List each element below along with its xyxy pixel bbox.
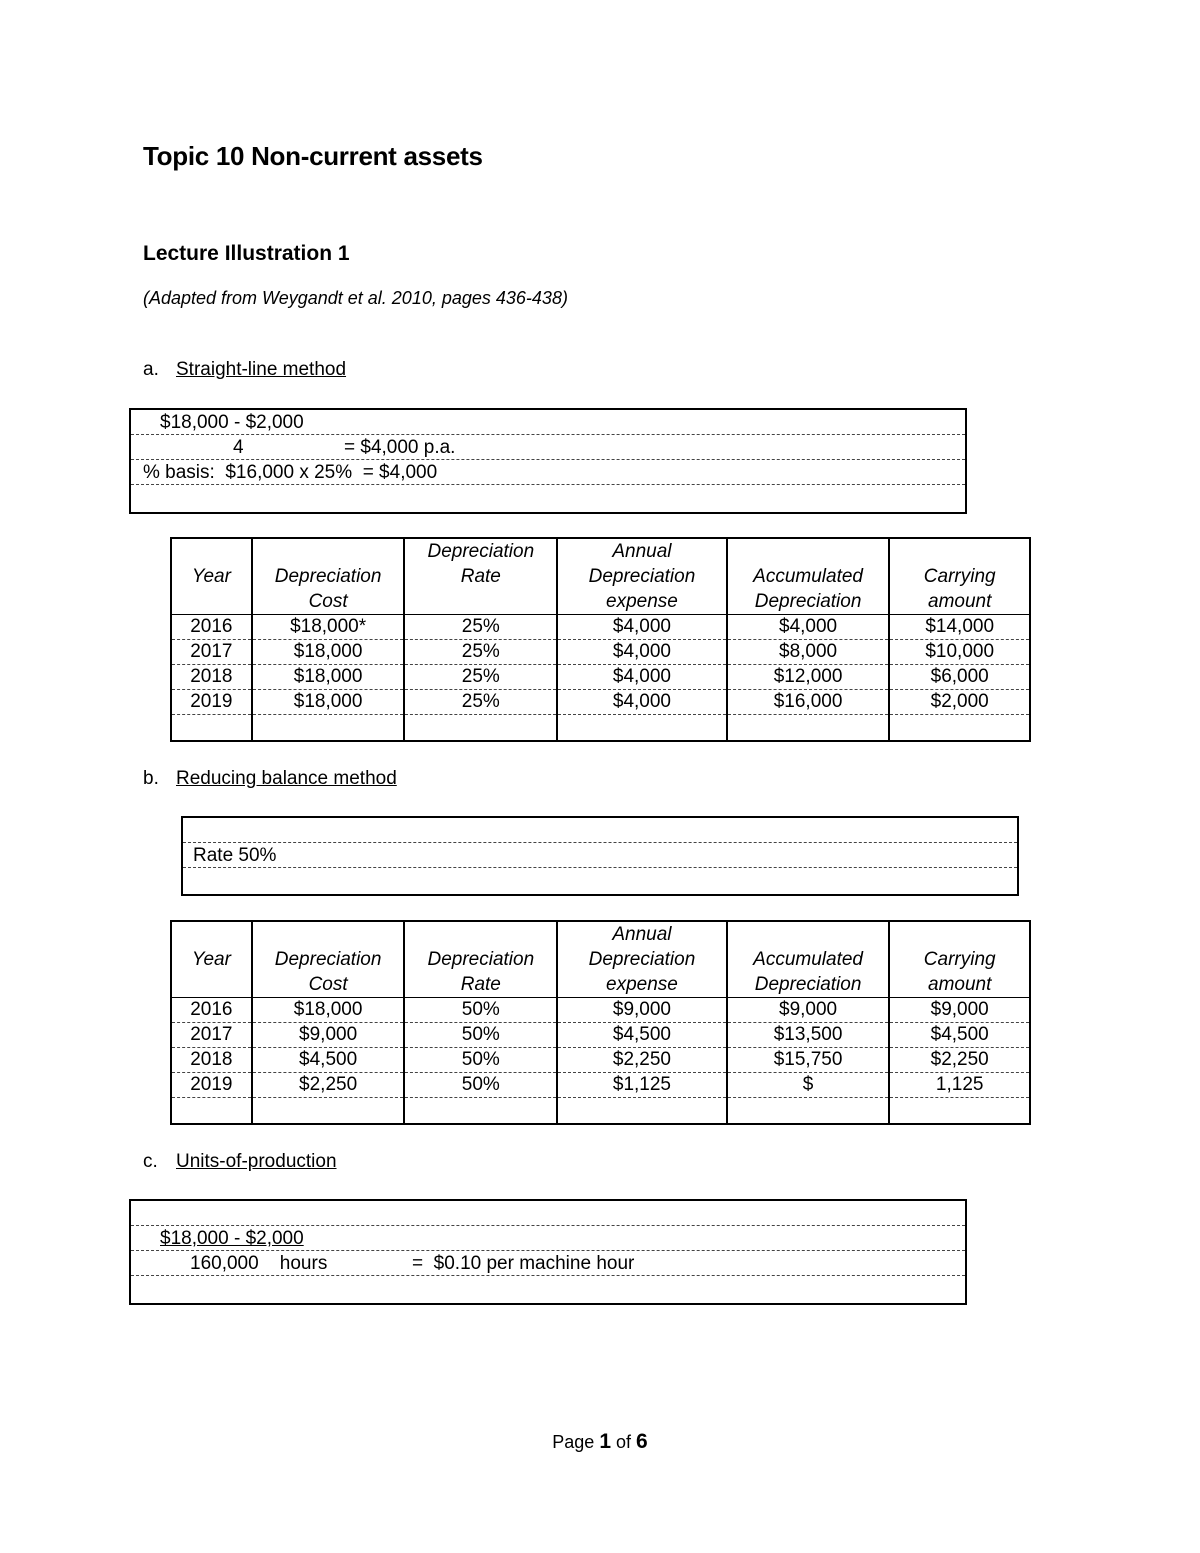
cell-annual-expense: $2,250: [557, 1048, 727, 1073]
empty-cell: [727, 715, 890, 741]
cell-carrying-amount: $2,250: [889, 1048, 1030, 1073]
cell-accumulated-depreciation: $16,000: [727, 690, 890, 715]
cell-carrying-amount: $2,000: [889, 690, 1030, 715]
header-depreciation-cost: Depreciation Cost: [252, 538, 405, 615]
table-header-row: [171, 538, 1030, 615]
header-depreciation-rate: Depreciation Rate: [404, 538, 557, 615]
formula-numerator: $18,000 - $2,000: [160, 412, 304, 433]
formula-line: [131, 1201, 965, 1226]
header-depreciation-rate: Depreciation Rate: [404, 921, 557, 998]
cell-accumulated-depreciation: $4,000: [727, 615, 890, 640]
formula-line: [183, 868, 1017, 893]
cell-carrying-amount: $6,000: [889, 665, 1030, 690]
cell-year: 2019: [171, 690, 252, 715]
page-word: Page: [552, 1432, 595, 1452]
empty-cell: [889, 715, 1030, 741]
empty-cell: [557, 1098, 727, 1124]
straight-line-formula-box: [129, 408, 967, 514]
cell-annual-expense: $4,000: [557, 615, 727, 640]
section-label: Units-of-production: [176, 1151, 337, 1172]
formula-line: [131, 460, 965, 485]
table-row: [171, 665, 1030, 690]
cell-accumulated-depreciation: $13,500: [727, 1023, 890, 1048]
section-heading-a: [143, 359, 346, 381]
reducing-balance-table: [170, 920, 1031, 1125]
cell-year: 2019: [171, 1073, 252, 1098]
header-annual-depreciation: Annual Depreciation expense: [557, 538, 727, 615]
section-marker: a.: [143, 359, 159, 380]
header-accumulated-depreciation: Accumulated Depreciation: [727, 921, 890, 998]
section-label: Straight-line method: [176, 359, 347, 380]
of-word: of: [616, 1432, 632, 1452]
cell-depreciation-cost: $18,000: [252, 665, 405, 690]
page-total: 6: [636, 1430, 648, 1453]
page-footer: [0, 1430, 1200, 1454]
table-row: [171, 1023, 1030, 1048]
cell-accumulated-depreciation: $15,750: [727, 1048, 890, 1073]
cell-depreciation-rate: 25%: [404, 665, 557, 690]
formula-numerator: $18,000 - $2,000: [160, 1228, 304, 1249]
formula-line: [183, 843, 1017, 868]
section-heading-c: [143, 1151, 337, 1173]
table-row: [171, 1073, 1030, 1098]
header-carrying-amount: Carrying amount: [889, 921, 1030, 998]
empty-cell: [889, 1098, 1030, 1124]
formula-line: [131, 1251, 965, 1276]
cell-depreciation-cost: $18,000: [252, 640, 405, 665]
source-citation: (Adapted from Weygandt et al. 2010, pages 436-438): [143, 288, 568, 308]
cell-year: 2016: [171, 615, 252, 640]
empty-cell: [171, 715, 252, 741]
table-blank-row: [171, 715, 1030, 741]
cell-depreciation-rate: 50%: [404, 1073, 557, 1098]
formula-result: = $0.10 per machine hour: [412, 1253, 635, 1274]
table-row: [171, 615, 1030, 640]
cell-depreciation-cost: $4,500: [252, 1048, 405, 1073]
formula-rate: Rate 50%: [193, 845, 277, 866]
cell-depreciation-cost: $18,000*: [252, 615, 405, 640]
header-year: Year: [171, 538, 252, 615]
formula-line: [131, 1276, 965, 1301]
lecture-subtitle: Lecture Illustration 1: [143, 242, 350, 265]
formula-line: [131, 435, 965, 460]
header-accumulated-depreciation: Accumulated Depreciation: [727, 538, 890, 615]
table-blank-row: [171, 1098, 1030, 1124]
cell-year: 2017: [171, 1023, 252, 1048]
cell-depreciation-rate: 50%: [404, 1023, 557, 1048]
formula-line: [131, 1226, 965, 1251]
cell-accumulated-depreciation: $12,000: [727, 665, 890, 690]
section-heading-b: [143, 768, 397, 790]
section-marker: c.: [143, 1151, 158, 1172]
header-annual-depreciation: Annual Depreciation expense: [557, 921, 727, 998]
cell-annual-expense: $4,500: [557, 1023, 727, 1048]
cell-year: 2018: [171, 1048, 252, 1073]
cell-carrying-amount: $9,000: [889, 998, 1030, 1023]
straight-line-table: [170, 537, 1031, 742]
cell-accumulated-depreciation: $: [727, 1073, 890, 1098]
section-label: Reducing balance method: [176, 768, 397, 789]
section-marker: b.: [143, 768, 159, 789]
empty-cell: [404, 715, 557, 741]
cell-carrying-amount: $14,000: [889, 615, 1030, 640]
empty-cell: [557, 715, 727, 741]
cell-depreciation-cost: $18,000: [252, 998, 405, 1023]
header-carrying-amount: Carrying amount: [889, 538, 1030, 615]
empty-cell: [252, 715, 405, 741]
cell-carrying-amount: $10,000: [889, 640, 1030, 665]
table-header-row: [171, 921, 1030, 998]
reducing-formula-box: [181, 816, 1019, 896]
cell-accumulated-depreciation: $9,000: [727, 998, 890, 1023]
cell-depreciation-cost: $18,000: [252, 690, 405, 715]
formula-denominator: 4: [233, 437, 244, 458]
cell-annual-expense: $1,125: [557, 1073, 727, 1098]
formula-line: [131, 410, 965, 435]
cell-annual-expense: $4,000: [557, 665, 727, 690]
header-depreciation-cost: Depreciation Cost: [252, 921, 405, 998]
formula-line: [131, 485, 965, 510]
table-row: [171, 640, 1030, 665]
cell-annual-expense: $4,000: [557, 690, 727, 715]
formula-result: = $4,000 p.a.: [344, 437, 456, 458]
empty-cell: [252, 1098, 405, 1124]
cell-year: 2018: [171, 665, 252, 690]
formula-percent-basis: % basis: $16,000 x 25% = $4,000: [143, 462, 438, 483]
header-year: Year: [171, 921, 252, 998]
cell-depreciation-rate: 50%: [404, 998, 557, 1023]
formula-denominator: 160,000 hours: [190, 1253, 328, 1274]
cell-depreciation-rate: 25%: [404, 690, 557, 715]
cell-annual-expense: $9,000: [557, 998, 727, 1023]
page-title: Topic 10 Non-current assets: [143, 141, 483, 171]
table-row: [171, 1048, 1030, 1073]
units-formula-box: [129, 1199, 967, 1305]
empty-cell: [404, 1098, 557, 1124]
cell-depreciation-rate: 25%: [404, 615, 557, 640]
cell-depreciation-cost: $9,000: [252, 1023, 405, 1048]
empty-cell: [171, 1098, 252, 1124]
cell-annual-expense: $4,000: [557, 640, 727, 665]
empty-cell: [727, 1098, 890, 1124]
cell-carrying-amount: $4,500: [889, 1023, 1030, 1048]
cell-depreciation-rate: 25%: [404, 640, 557, 665]
cell-year: 2016: [171, 998, 252, 1023]
formula-line: [183, 818, 1017, 843]
cell-depreciation-cost: $2,250: [252, 1073, 405, 1098]
table-row: [171, 998, 1030, 1023]
cell-depreciation-rate: 50%: [404, 1048, 557, 1073]
table-row: [171, 690, 1030, 715]
cell-accumulated-depreciation: $8,000: [727, 640, 890, 665]
cell-year: 2017: [171, 640, 252, 665]
cell-carrying-amount: 1,125: [889, 1073, 1030, 1098]
page-number: 1: [599, 1430, 611, 1453]
